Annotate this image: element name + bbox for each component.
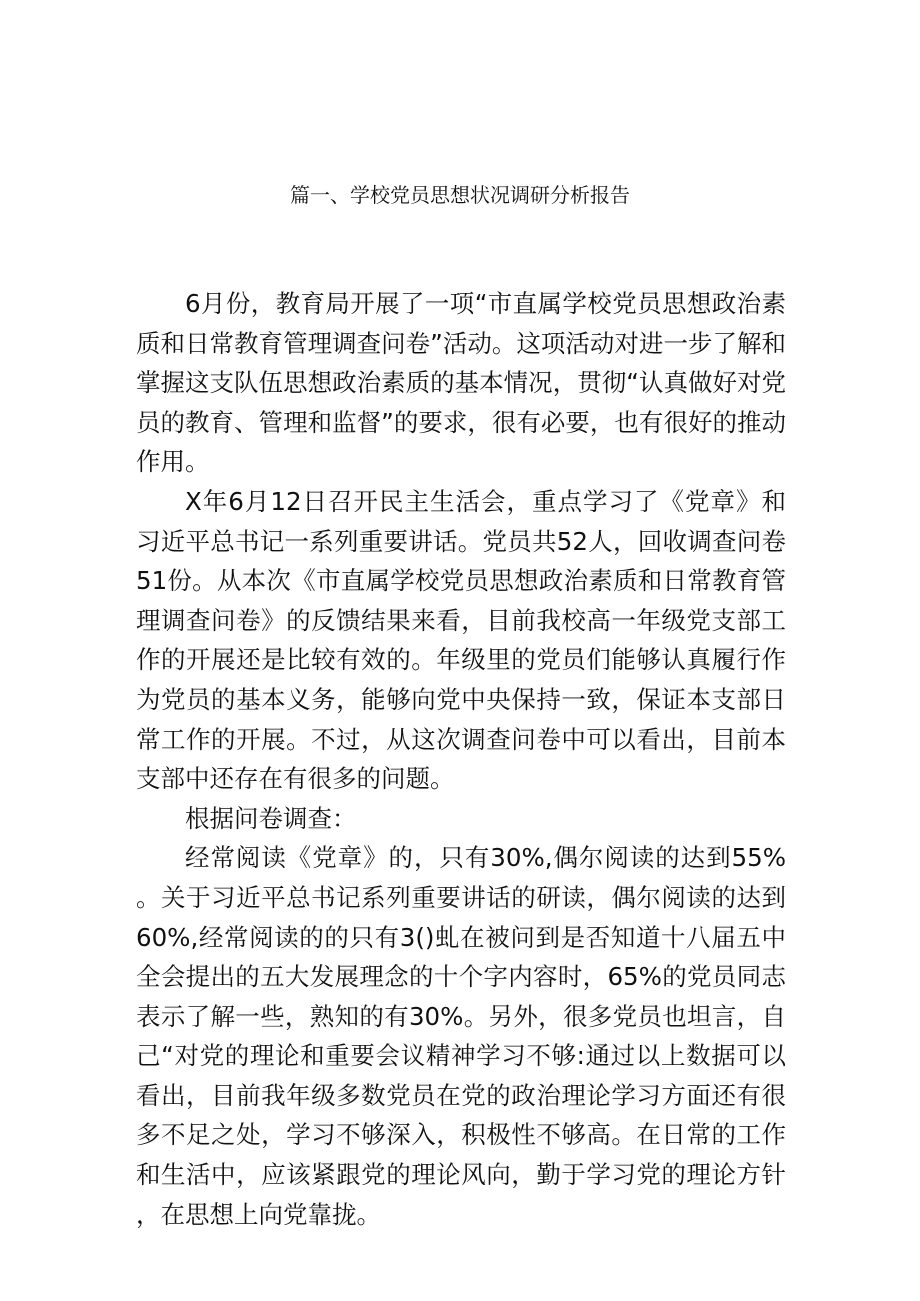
document-title: 篇一、学校党员思想状况调研分析报告 bbox=[290, 183, 630, 207]
paragraph-meeting-results: X年6月12日召开民主生活会，重点学习了《党章》和习近平总书记一系列重要讲话。党员共52人，回收调查问卷51份。从本次《市直属学校党员思想政治素质和日常教育管理调查问卷》的反馈结果来看，目前我校高一年级党支部工作的开展还是比较有效的。年级里的党员们能够认真履行作为党员的基本义务，能够向党中央保持一致，保证本支部日常工作的开展。不过，从这次调查问卷中可以看出，目前本支部中还存在有很多的问题。 bbox=[136, 486, 786, 794]
paragraph-reading-statistics: 经常阅读《党章》的，只有30%,偶尔阅读的达到55%。关于习近平总书记系列重要讲话的研读，偶尔阅读的达到60%,经常阅读的的只有3()虬在被问到是否知道十八届五中全会提出的五大发展理念的十个字内容时，65%的党员同志表示了解一些，熟知的有30%。另外，很多党员也坦言，自己“对党的理论和重要会议精神学习不够:通过以上数据可以看出，目前我年级多数党员在党的政治理论学习方面还有很多不足之处，学习不够深入，积极性不够高。在日常的工作和生活中，应该紧跟党的理论风向，勤于学习党的理论方针，在思想上向党靠拢。 bbox=[136, 843, 786, 1229]
paragraph-survey-intro: 6月份，教育局开展了一项“市直属学校党员思想政治素质和日常教育管理调查问卷”活动。这项活动对进一步了解和掌握这支队伍思想政治素质的基本情况，贯彻“认真做好对党员的教育、管理和监督”的要求，很有必要，也有很好的推动作用。 bbox=[136, 289, 786, 477]
document-body bbox=[136, 284, 786, 1234]
paragraph-survey-heading: 根据问卷调查： bbox=[185, 803, 357, 833]
